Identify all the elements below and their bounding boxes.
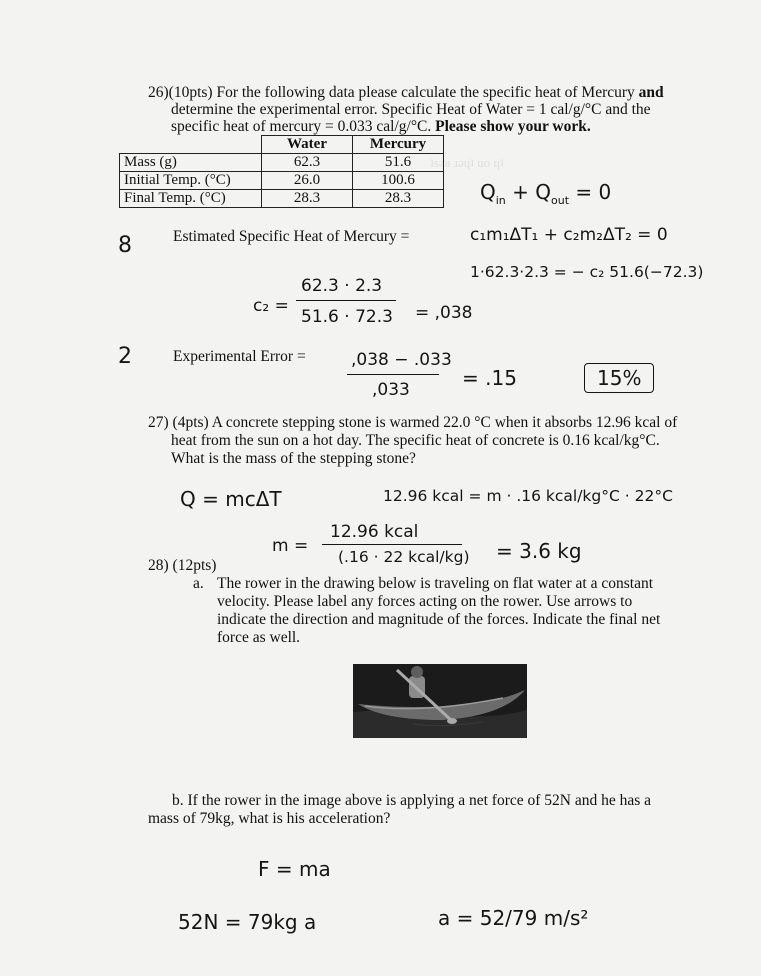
- table-header-row: [120, 136, 444, 154]
- q27-line2: heat from the sun on a hot day. The specific heat of concrete is 0.16 kcal/kg°C.: [171, 432, 660, 449]
- hw-eq-zero: = 0: [575, 180, 612, 204]
- q26-line3: [171, 118, 591, 136]
- hw-error-fraction-bar: [347, 374, 439, 375]
- score-mark-2: 2: [118, 344, 132, 369]
- table-header-mercury: Mercury: [353, 136, 444, 154]
- rower-illustration: [353, 664, 527, 738]
- bleed-through-text: ʇsǝᴚ ɹǝɥʇ uo ɥʇ: [430, 155, 504, 170]
- q28a-line1: The rower in the drawing below is traveling on flat water at a constant: [217, 575, 654, 592]
- hw-plus-q: + Q: [512, 180, 551, 204]
- hw-heat-balance: [480, 180, 611, 207]
- hw-c2-label: c₂ =: [253, 296, 289, 316]
- q26-data-table: [119, 135, 444, 208]
- hw-out: out: [551, 194, 570, 207]
- table-row: [120, 172, 444, 190]
- table-row: [120, 190, 444, 208]
- q26-line3-text: specific heat of mercury = 0.033 cal/g/°C.: [171, 118, 432, 135]
- q26-number: 26): [148, 84, 169, 101]
- table-cell: 26.0: [262, 172, 353, 190]
- hw-error-boxed-answer: 15%: [584, 363, 654, 393]
- q28-header: 28) (12pts): [148, 557, 217, 574]
- hw-m-denominator: (.16 · 22 kcal/kg): [338, 548, 470, 566]
- q27-line3: What is the mass of the stepping stone?: [171, 450, 416, 467]
- experimental-error-label: Experimental Error =: [173, 348, 306, 365]
- q26-text: [148, 84, 668, 102]
- hw-energy-substitution: 1·62.3·2.3 = − c₂ 51.6(−72.3): [470, 263, 704, 281]
- q28b-line1: b. If the rower in the image above is applying a net force of 52N and he has a: [172, 792, 652, 809]
- q28a-letter: a.: [193, 575, 204, 592]
- table-row-label: Mass (g): [120, 154, 262, 172]
- hw-energy-equation: c₁m₁ΔT₁ + c₂m₂ΔT₂ = 0: [470, 225, 668, 245]
- score-mark-8: 8: [118, 233, 132, 258]
- q28b-line2: mass of 79kg, what is his acceleration?: [148, 810, 391, 827]
- hw-error-result: = .15: [462, 366, 517, 390]
- table-cell: 51.6: [353, 154, 444, 172]
- q26-line2: determine the experimental error. Specific Heat of Water = 1 cal/g/°C and the: [171, 101, 651, 118]
- hw-m-label: m =: [272, 536, 309, 556]
- table-header-water: Water: [262, 136, 353, 154]
- table-row-label: Initial Temp. (°C): [120, 172, 262, 190]
- q27-line1: 27) (4pts) A concrete stepping stone is warmed 22.0 °C when it absorbs 12.96 kcal of: [148, 414, 678, 431]
- hw-error-numerator: ,038 − .033: [351, 350, 452, 370]
- q26-show-work: Please show your work.: [435, 118, 591, 135]
- hw-m-result: = 3.6 kg: [496, 539, 582, 563]
- q28a-line2: velocity. Please label any forces acting on the rower. Use arrows to: [217, 593, 633, 610]
- table-header-blank: [120, 136, 262, 154]
- hw-f-substitution: 52N = 79kg a: [178, 910, 317, 934]
- table-cell: 28.3: [262, 190, 353, 208]
- hw-c2-result: = ,038: [415, 303, 473, 323]
- q26-and: and: [638, 84, 664, 101]
- table-cell: 62.3: [262, 154, 353, 172]
- table-cell: 28.3: [353, 190, 444, 208]
- table-row-label: Final Temp. (°C): [120, 190, 262, 208]
- rower-kayak-image: [353, 664, 527, 738]
- q28a-line3: indicate the direction and magnitude of the forces. Indicate the final net: [217, 611, 661, 628]
- q26-points: (10pts): [168, 84, 213, 101]
- hw-m-numerator: 12.96 kcal: [330, 522, 419, 542]
- table-row: [120, 154, 444, 172]
- hw-c2-fraction-bar: [296, 300, 396, 301]
- hw-q-mcdt: Q = mcΔT: [180, 487, 282, 511]
- hw-m-fraction-bar: [322, 544, 462, 545]
- estimated-specific-heat-label: Estimated Specific Heat of Mercury =: [173, 228, 410, 245]
- hw-acceleration: a = 52/79 m/s²: [438, 906, 589, 930]
- hw-c2-denominator: 51.6 · 72.3: [301, 307, 393, 327]
- hw-in: in: [495, 194, 506, 207]
- hw-f-ma: F = ma: [258, 857, 331, 881]
- hw-error-denominator: ,033: [372, 380, 410, 400]
- hw-q: Q: [480, 180, 496, 204]
- hw-c2-numerator: 62.3 · 2.3: [301, 276, 383, 296]
- q26-line1: For the following data please calculate the specific heat of Mercury: [216, 84, 635, 101]
- table-cell: 100.6: [353, 172, 444, 190]
- hw-q-substitution: 12.96 kcal = m · .16 kcal/kg°C · 22°C: [383, 487, 673, 505]
- q28a-line4: force as well.: [217, 629, 301, 646]
